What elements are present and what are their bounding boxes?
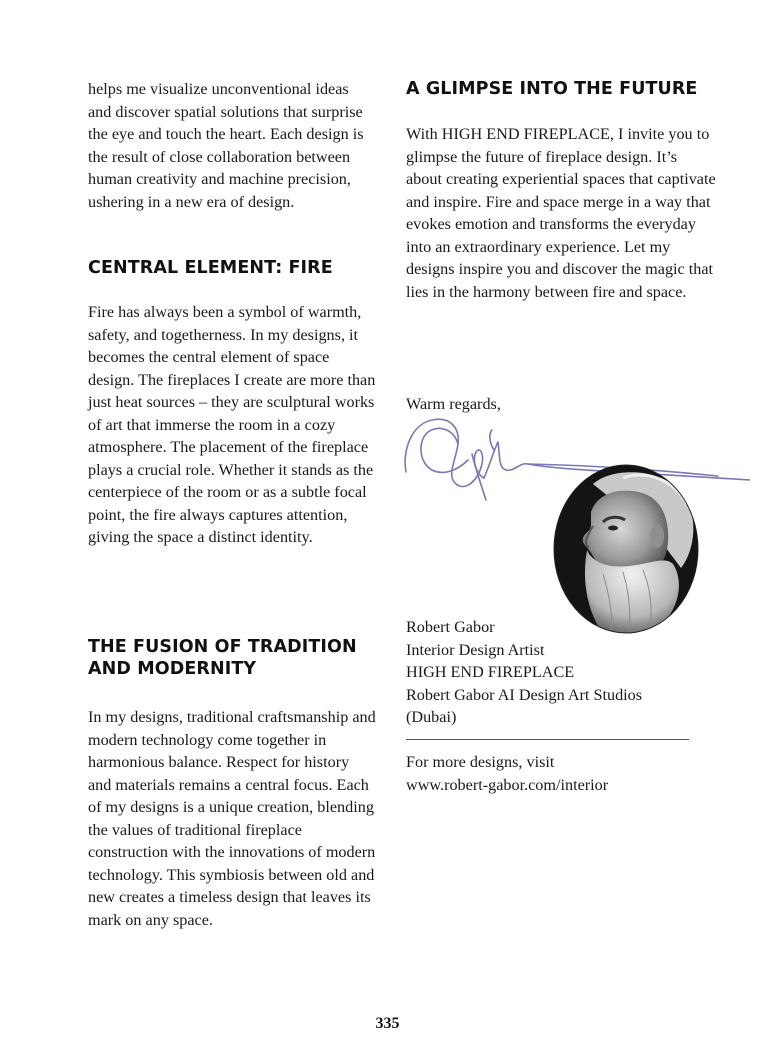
heading-central-element-fire: CENTRAL ELEMENT: FIRE <box>88 258 333 278</box>
more-designs-text: For more designs, visit <box>406 753 555 771</box>
paragraph-central-element-fire: Fire has always been a symbol of warmth, safety, and togetherness. In my designs, it becomes the central element of space design. The fireplaces I create are more than just heat sources – they are sculptural works of art that immerse the room in a cozy atmosphere. The placement of the fireplace plays a crucial role. Whether it stands as the centerpiece of the room or as a subtle focal point, the fire always captures attention, giving the space a distinct identity. <box>88 303 376 546</box>
author-studio: Robert Gabor AI Design Art Studios <box>406 685 643 704</box>
heading-fusion-tradition-modernity: THE FUSION OF TRADITION AND MODERNITY <box>88 637 357 679</box>
intro-paragraph: helps me visualize unconventional ideas and discover spatial solutions that surprise the eye and touch the heart. Each design is the result of close collaboration between human creativity and machine precision, ushering in a new era of design. <box>88 80 364 211</box>
page-number: 335 <box>375 1015 400 1032</box>
author-name: Robert Gabor <box>406 618 495 636</box>
author-brand: HIGH END FIREPLACE <box>406 663 575 681</box>
closing-salutation: Warm regards, <box>406 395 501 413</box>
more-designs-block <box>406 751 716 796</box>
divider-line <box>406 739 689 740</box>
paragraph-glimpse-into-future: With HIGH END FIREPLACE, I invite you to glimpse the future of fireplace design. It’s about creating experiential spaces that captivate and inspire. Fire and space merge in a way that evokes emotion and transforms the everyday into an extraordinary experience. Let my designs inspire you and discover the magic that lies in the harmony between fire and space. <box>406 125 716 301</box>
website-link[interactable]: www.robert-gabor.com/interior <box>406 775 609 794</box>
author-title: Interior Design Artist <box>406 640 545 659</box>
heading-glimpse-into-future: A GLIMPSE INTO THE FUTURE <box>406 79 698 99</box>
author-block <box>406 616 716 729</box>
author-location: (Dubai) <box>406 708 457 726</box>
author-portrait-icon <box>553 464 699 634</box>
paragraph-fusion-tradition-modernity: In my designs, traditional craftsmanship and modern technology come together in harmonious balance. Respect for history and materials remains a central focus. Each of my designs is a unique creation, blending the values of traditional fireplace construction with the innovations of modern technology. This symbiosis between old and new creates a timeless design that leaves its mark on any space. <box>88 708 376 929</box>
